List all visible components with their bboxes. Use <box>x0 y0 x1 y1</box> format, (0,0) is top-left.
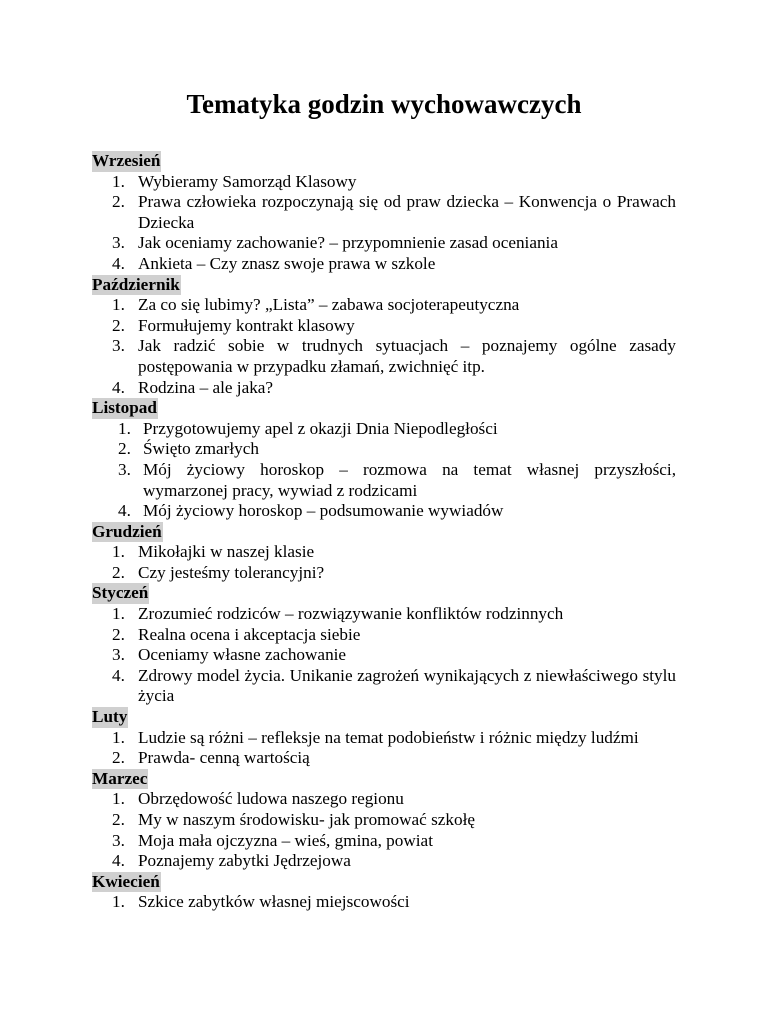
item-number: 1. <box>112 727 125 747</box>
list-item <box>92 789 676 810</box>
item-text: Mój życiowy horoskop – podsumowanie wywiadów <box>143 501 504 521</box>
list-item <box>92 172 676 193</box>
list-item <box>92 851 676 872</box>
item-number: 1. <box>118 418 131 438</box>
list-item <box>92 439 676 460</box>
section-wrzesien <box>92 151 676 275</box>
item-number: 2. <box>112 624 125 644</box>
item-text: Oceniamy własne zachowanie <box>138 645 347 665</box>
item-text: Zdrowy model życia. Unikanie zagrożeń wynikających z niewłaściwego stylu życia <box>138 665 676 706</box>
list-item <box>92 892 676 913</box>
item-number: 1. <box>112 295 125 315</box>
list-item <box>92 625 676 646</box>
topic-list <box>92 419 676 522</box>
item-text: Obrzędowość ludowa naszego regionu <box>138 789 404 809</box>
list-item <box>92 542 676 563</box>
list-item <box>92 831 676 852</box>
list-item <box>92 728 676 749</box>
item-text: Święto zmarłych <box>143 439 259 459</box>
item-text: Przygotowujemy apel z okazji Dnia Niepodległości <box>143 418 498 438</box>
item-text: Poznajemy zabytki Jędrzejowa <box>138 851 351 871</box>
month-heading: Marzec <box>92 768 148 788</box>
section-luty <box>92 707 676 769</box>
item-text: Prawa człowieka rozpoczynają się od praw dziecka – Konwencja o Prawach Dziecka <box>138 192 676 232</box>
item-number: 3. <box>112 233 125 253</box>
item-number: 4. <box>112 851 125 871</box>
list-item <box>92 192 676 233</box>
month-heading: Luty <box>92 707 128 727</box>
item-text: Czy jesteśmy tolerancyjni? <box>138 562 325 582</box>
topic-list <box>92 728 676 769</box>
item-text: Szkice zabytków własnej miejscowości <box>138 892 410 912</box>
item-text: Za co się lubimy? „Lista” – zabawa socjoterapeutyczna <box>138 295 520 315</box>
topic-list <box>92 604 676 707</box>
item-text: Ludzie są różni – refleksje na temat podobieństw i różnic między ludźmi <box>138 727 639 747</box>
item-text: Zrozumieć rodziców – rozwiązywanie konfliktów rodzinnych <box>138 604 564 624</box>
section-kwiecien <box>92 872 676 913</box>
item-number: 3. <box>118 459 131 479</box>
section-styczen <box>92 583 676 707</box>
item-number: 1. <box>112 789 125 809</box>
month-heading: Styczeń <box>92 583 149 603</box>
topic-list <box>92 542 676 583</box>
item-number: 2. <box>112 748 125 768</box>
topic-list <box>92 172 676 275</box>
item-text: Ankieta – Czy znasz swoje prawa w szkole <box>138 253 436 273</box>
list-item <box>92 295 676 316</box>
list-item <box>92 748 676 769</box>
item-number: 2. <box>112 810 125 829</box>
item-number: 2. <box>112 192 125 212</box>
item-number: 4. <box>112 665 125 685</box>
item-number: 1. <box>112 171 125 191</box>
item-text: My w naszym środowisku- jak promować szkołę <box>138 810 476 829</box>
list-item <box>92 460 676 501</box>
item-number: 4. <box>118 501 131 521</box>
list-item <box>92 419 676 440</box>
list-item <box>92 666 676 707</box>
item-number: 3. <box>112 645 125 665</box>
item-number: 2. <box>112 562 125 582</box>
month-heading: Listopad <box>92 398 157 418</box>
list-item <box>92 233 676 254</box>
topic-list <box>92 789 676 871</box>
item-text: Wybieramy Samorząd Klasowy <box>138 171 357 191</box>
item-text: Jak oceniamy zachowanie? – przypomnienie zasad oceniania <box>138 233 558 253</box>
list-item <box>92 501 676 522</box>
list-item <box>92 336 676 377</box>
item-text: Moja mała ojczyzna – wieś, gmina, powiat <box>138 830 433 850</box>
item-text: Realna ocena i akceptacja siebie <box>138 624 361 644</box>
list-item <box>92 316 676 337</box>
item-text: Mikołajki w naszej klasie <box>138 542 315 562</box>
item-number: 1. <box>112 542 125 562</box>
topic-list <box>92 892 676 913</box>
list-item <box>92 563 676 584</box>
list-item <box>92 604 676 625</box>
item-number: 3. <box>112 830 125 850</box>
list-item <box>92 254 676 275</box>
section-pazdziernik <box>92 275 676 399</box>
month-heading: Wrzesień <box>92 151 161 170</box>
item-number: 1. <box>112 604 125 624</box>
item-number: 4. <box>112 253 125 273</box>
item-number: 2. <box>118 439 131 459</box>
section-marzec <box>92 769 676 872</box>
month-heading: Grudzień <box>92 521 162 541</box>
item-number: 1. <box>112 892 125 912</box>
item-text: Prawda- cenną wartością <box>138 748 310 768</box>
month-heading: Kwiecień <box>92 871 160 891</box>
section-grudzien <box>92 522 676 584</box>
list-item <box>92 378 676 399</box>
month-heading: Październik <box>92 274 180 294</box>
document-content <box>92 151 676 913</box>
list-item <box>92 810 676 831</box>
topic-list <box>92 295 676 398</box>
page-title: Tematyka godzin wychowawczych <box>186 89 582 119</box>
item-text: Jak radzić sobie w trudnych sytuacjach – poznajemy ogólne zasady postępowania w przypadku złamań, zwichnięć itp. <box>138 336 676 376</box>
item-number: 4. <box>112 377 125 397</box>
item-text: Rodzina – ale jaka? <box>138 377 274 397</box>
section-listopad <box>92 398 676 522</box>
item-number: 3. <box>112 336 125 356</box>
item-number: 2. <box>112 315 125 335</box>
list-item <box>92 645 676 666</box>
item-text: Mój życiowy horoskop – rozmowa na temat własnej przyszłości, wymarzonej pracy, wywiad z rodzicami <box>143 459 676 500</box>
item-text: Formułujemy kontrakt klasowy <box>138 315 355 335</box>
